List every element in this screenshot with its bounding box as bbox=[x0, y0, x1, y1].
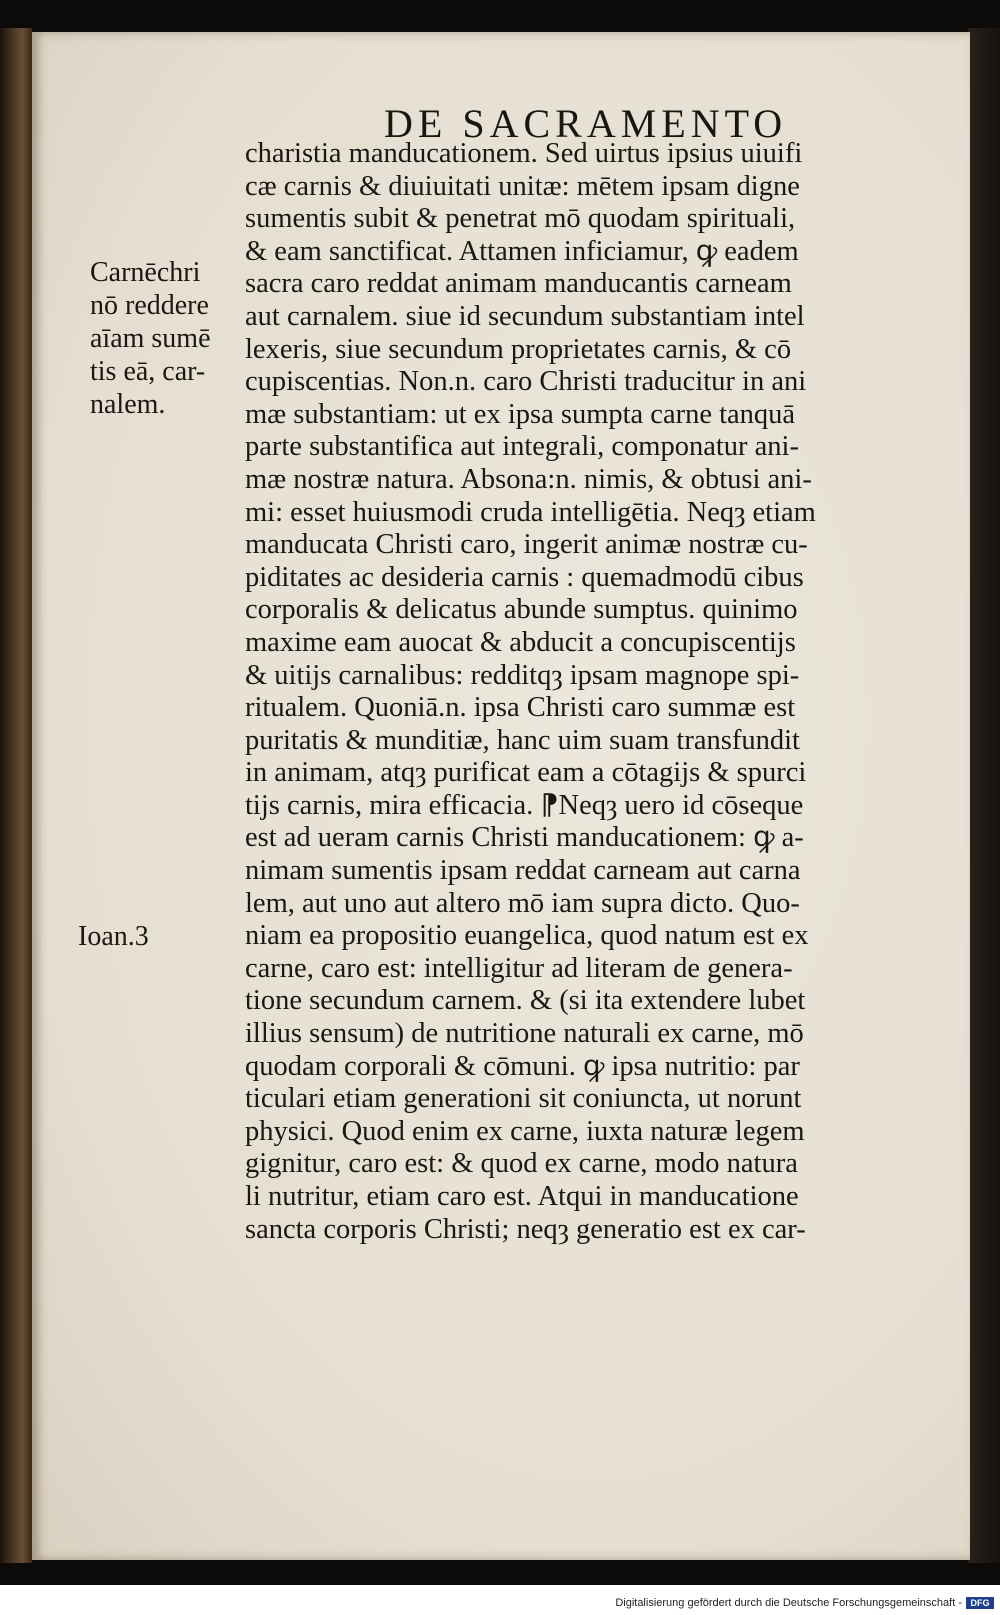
marginal-note-line: nō reddere bbox=[90, 290, 209, 321]
funding-credit: Digitalisierung gefördert durch die Deutsche Forschungsgemeinschaft - bbox=[615, 1597, 962, 1609]
text-line: lexeris, siue secundum proprietates carnis, & cō bbox=[245, 333, 792, 365]
text-line: sancta corporis Christi; neqȝ generatio est ex car- bbox=[245, 1213, 806, 1245]
text-line: carne, caro est: intelligitur ad literam de genera- bbox=[245, 952, 793, 984]
text-line: mæ substantiam: ut ex ipsa sumpta carne tanquā bbox=[245, 398, 796, 430]
text-line: est ad ueram carnis Christi manducationem: ꝙ a- bbox=[245, 822, 804, 854]
text-line: tione secundum carnem. & (si ita extendere lubet bbox=[245, 985, 806, 1017]
text-line: mæ nostræ natura. Absona:n. nimis, & obtusi ani- bbox=[245, 463, 812, 495]
text-line: sacra caro reddat animam manducantis carneam bbox=[245, 268, 792, 300]
text-line: charistia manducationem. Sed uirtus ipsius uiuifi bbox=[245, 138, 803, 169]
text-line: gignitur, caro est: & quod ex carne, modo natura bbox=[245, 1148, 798, 1180]
marginal-reference-line: Ioan.3 bbox=[78, 921, 149, 952]
marginal-note bbox=[90, 256, 211, 421]
text-line: cæ carnis & diuiuitati unitæ: mētem ipsam digne bbox=[245, 170, 800, 202]
text-line: in animam, atqȝ purificat eam a cōtagijs & spurci bbox=[245, 757, 807, 789]
text-line: cupiscentias. Non.n. caro Christi traducitur in ani bbox=[245, 366, 807, 398]
text-line: piditates ac desideria carnis : quemadmodū cibus bbox=[245, 561, 804, 593]
dfg-logo: DFG bbox=[966, 1597, 994, 1609]
text-line: nimam sumentis ipsam reddat carneam aut carna bbox=[245, 855, 801, 887]
text-line: ritualem. Quoniā.n. ipsa Christi caro summæ est bbox=[245, 692, 796, 724]
text-line: niam ea propositio euangelica, quod natum est ex bbox=[245, 920, 809, 952]
marginal-note-line: tis eā, car- bbox=[90, 356, 206, 387]
text-line: quodam corporali & cōmuni. ꝙ ipsa nutritio: par bbox=[245, 1050, 800, 1082]
text-line: & uitijs carnalibus: redditqȝ ipsam magnope spi- bbox=[245, 659, 800, 691]
text-line: manducata Christi caro, ingerit animæ nostræ cu- bbox=[245, 529, 808, 561]
marginal-note-line: nalem. bbox=[90, 389, 166, 420]
text-line: tijs carnis, mira efficacia. ⁋Neqȝ uero id cōseque bbox=[245, 789, 804, 821]
marginal-note-line: aīam sumē bbox=[90, 323, 211, 354]
marginal-note-line: Carnēchri bbox=[90, 257, 201, 288]
running-head: DE SACRAMENTO bbox=[384, 101, 788, 146]
text-line: lem, aut uno aut altero mō iam supra dicto. Quo- bbox=[245, 887, 800, 919]
marginal-reference bbox=[78, 920, 149, 953]
text-line: mi: esset huiusmodi cruda intelligētia. Neqȝ etiam bbox=[245, 496, 816, 528]
text-line: parte substantifica aut integrali, componatur ani- bbox=[245, 431, 799, 463]
book-spine-edge bbox=[0, 28, 32, 1563]
text-line: corporalis & delicatus abunde sumptus. quinimo bbox=[245, 594, 798, 626]
text-line: li nutritur, etiam caro est. Atqui in manducatione bbox=[245, 1181, 799, 1212]
main-text-block bbox=[245, 138, 945, 1246]
text-line: illius sensum) de nutritione naturali ex carne, mō bbox=[245, 1018, 804, 1050]
text-line: & eam sanctificat. Attamen inficiamur, ꝙ eadem bbox=[245, 235, 799, 267]
text-line: aut carnalem. siue id secundum substantiam intel bbox=[245, 300, 805, 332]
book-fore-edge bbox=[968, 28, 1000, 1563]
text-line: ticulari etiam generationi sit coniuncta, ut norunt bbox=[245, 1083, 802, 1115]
text-line: sumentis subit & penetrat mō quodam spirituali, bbox=[245, 203, 796, 235]
text-line: maxime eam auocat & abducit a concupiscentijs bbox=[245, 626, 796, 658]
text-line: puritatis & munditiæ, hanc uim suam transfundit bbox=[245, 724, 800, 756]
text-line: physici. Quod enim ex carne, iuxta naturæ legem bbox=[245, 1115, 805, 1147]
